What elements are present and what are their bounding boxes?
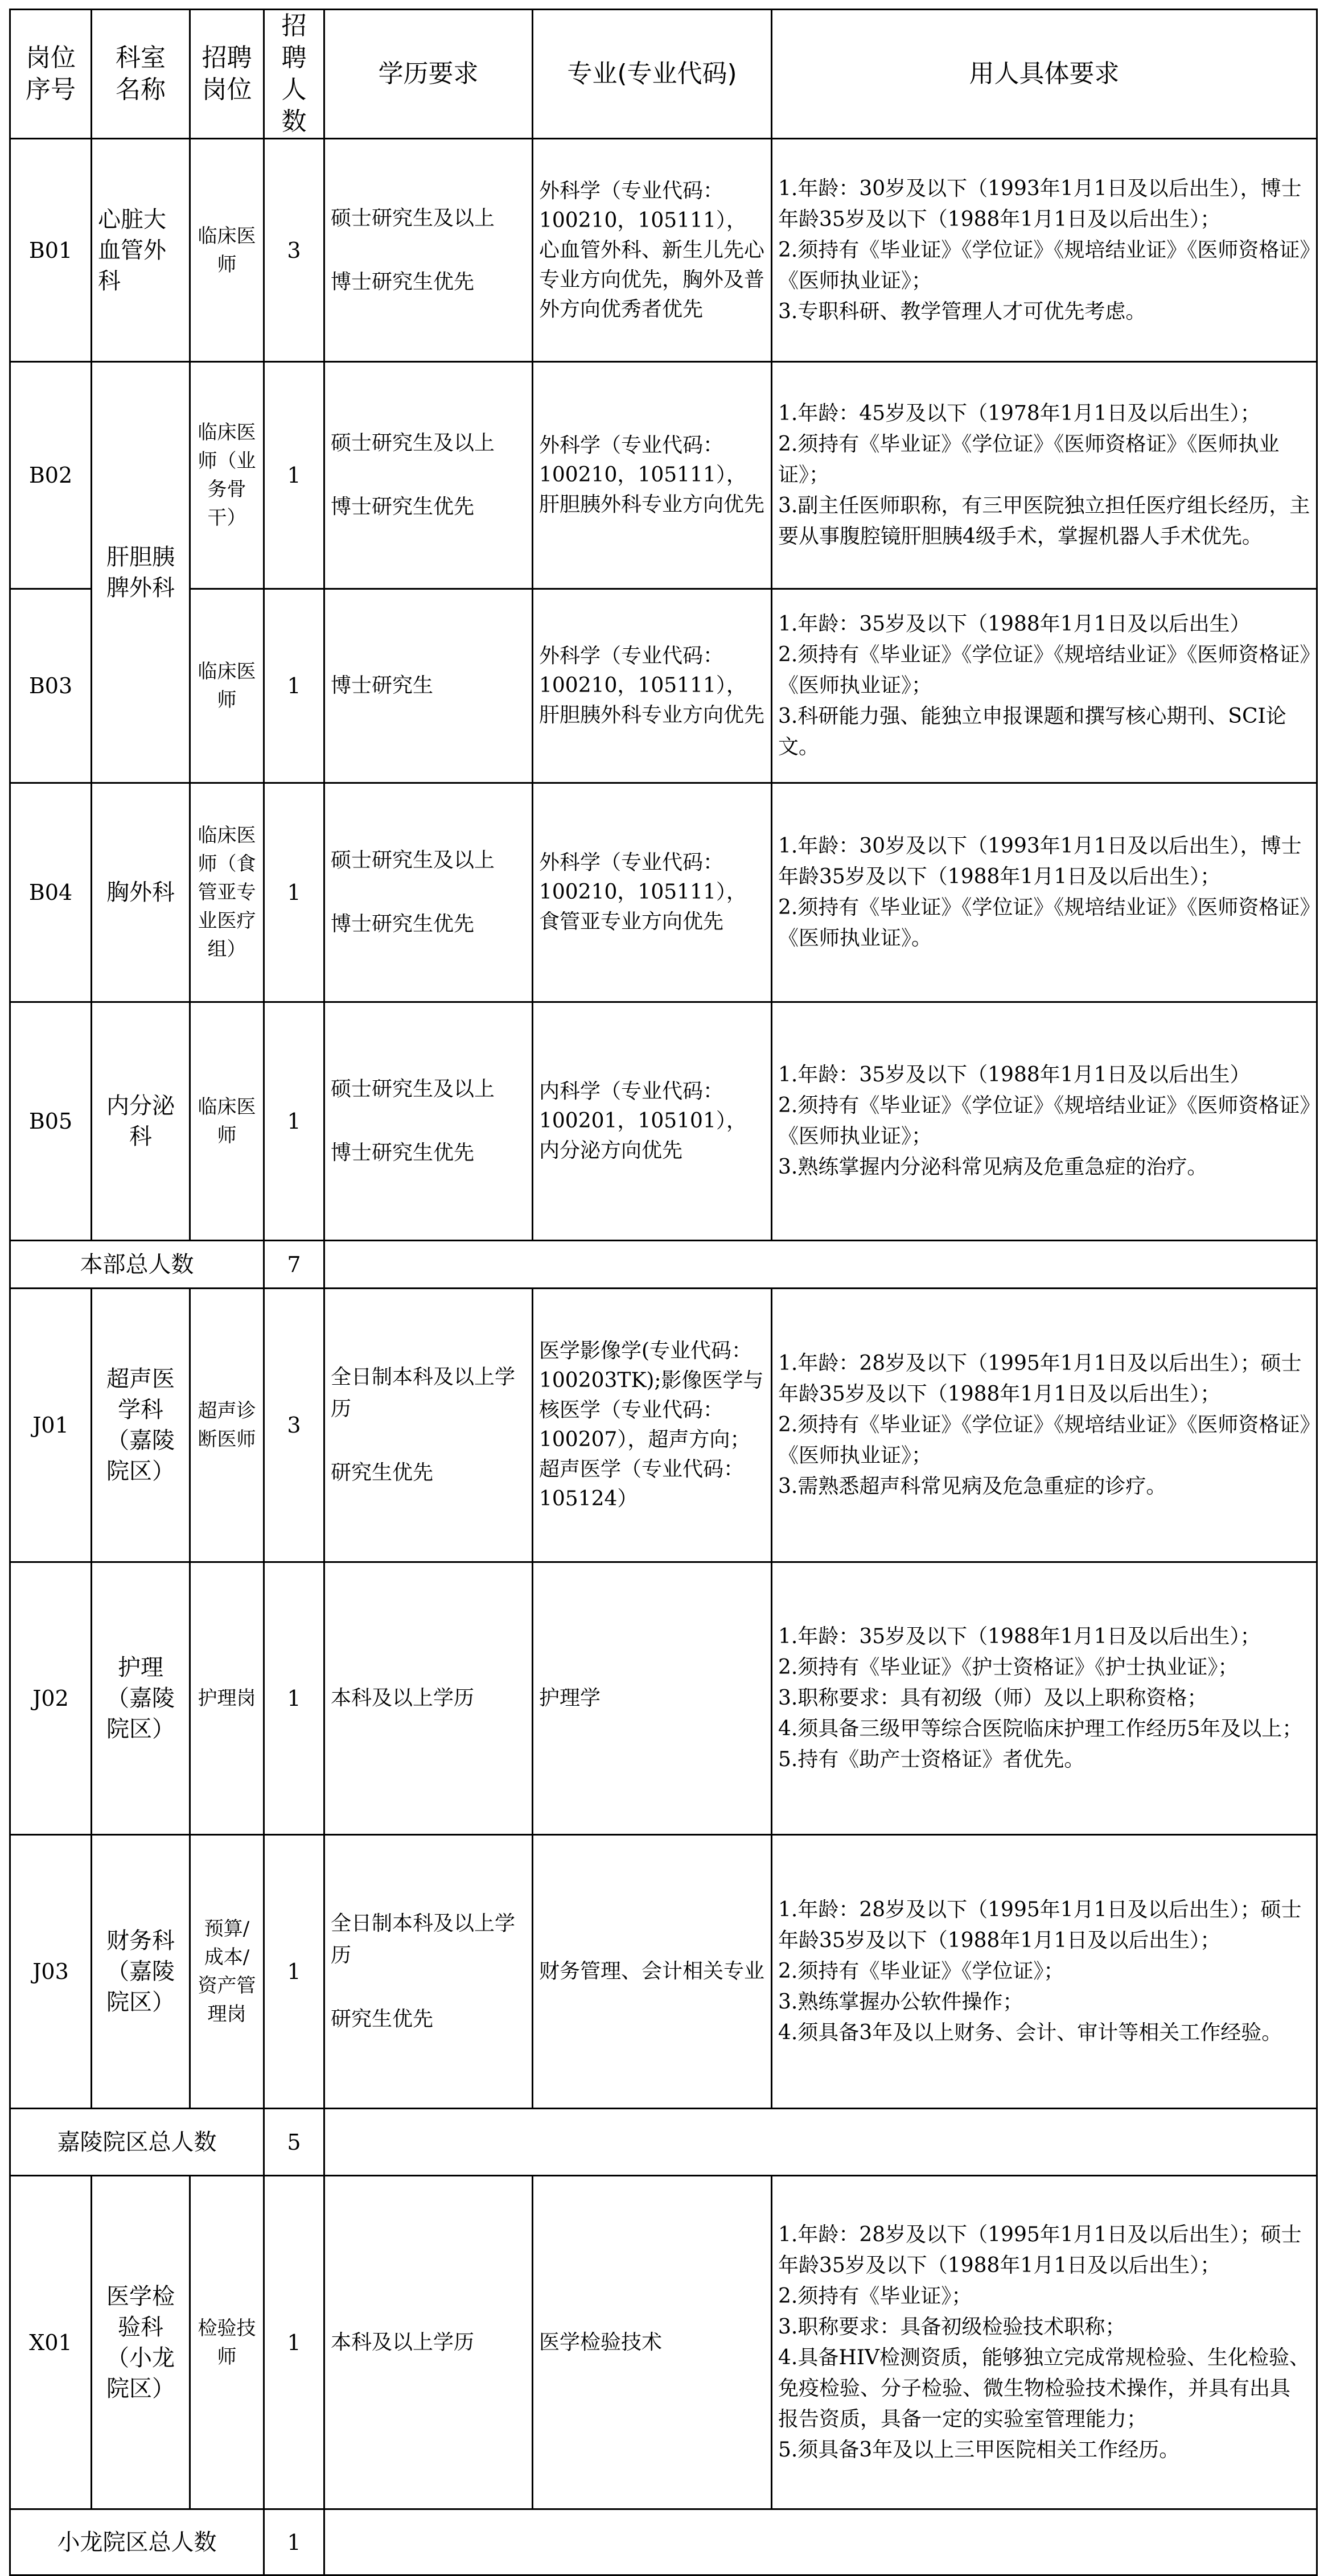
count: 1 [264, 362, 324, 589]
major: 外科学（专业代码：100210，105111），肝胆胰外科专业方向优先 [533, 362, 772, 589]
post: 临床医师 [190, 1002, 264, 1241]
subtotal-empty [324, 2109, 1317, 2176]
requirement-item: 3.专职科研、教学管理人才可优先考虑。 [778, 299, 1146, 323]
requirement-item: 2.须持有《毕业证》《学位证》《规培结业证》《医师资格证》《医师执业证》； [778, 1094, 1310, 1148]
count: 1 [264, 1002, 324, 1241]
header-count: 招聘 人数 [264, 10, 324, 139]
requirement-item: 3.需熟悉超声科常见病及危急重症的诊疗。 [778, 1475, 1167, 1498]
header-major: 专业(专业代码) [533, 10, 772, 139]
subtotal-label: 小龙院区总人数 [10, 2509, 264, 2575]
requirement-item: 3.科研能力强、能独立申报课题和撰写核心期刊、SCI论文。 [778, 705, 1286, 759]
post: 临床医师 [190, 589, 264, 783]
department: 心脏大血管外科 [92, 139, 190, 362]
department: 医学检验科（小龙院区） [92, 2176, 190, 2509]
education [324, 1835, 533, 2109]
education-line: 研究生优先 [331, 2007, 434, 2031]
table-row [10, 1002, 1317, 1241]
header-department: 科室 名称 [92, 10, 190, 139]
education [324, 1562, 533, 1835]
position-id: X01 [10, 2176, 92, 2509]
table-row [10, 1562, 1317, 1835]
education-line: 博士研究生优先 [331, 270, 475, 294]
education-line: 博士研究生优先 [331, 1141, 475, 1164]
education [324, 589, 533, 783]
requirement-item: 4.须具备3年及以上财务、会计、审计等相关工作经验。 [778, 2021, 1282, 2044]
count: 1 [264, 1835, 324, 2109]
requirements [772, 139, 1317, 362]
position-id: B01 [10, 139, 92, 362]
requirements [772, 2176, 1317, 2509]
position-id: B04 [10, 783, 92, 1002]
education [324, 1289, 533, 1562]
major: 护理学 [533, 1562, 772, 1835]
requirement-item: 3.职称要求：具备初级检验技术职称； [778, 2315, 1126, 2339]
education-line: 本科及以上学历 [331, 2330, 475, 2354]
requirement-item: 4.须具备三级甲等综合医院临床护理工作经历5年及以上； [778, 1717, 1303, 1740]
department: 护理（嘉陵院区） [92, 1562, 190, 1835]
education [324, 2176, 533, 2509]
subtotal-row [10, 2109, 1317, 2176]
requirement-item: 2.须持有《毕业证》《护士资格证》《护士执业证》； [778, 1656, 1239, 1679]
requirement-item: 3.熟练掌握办公软件操作； [778, 1990, 1023, 2014]
major: 外科学（专业代码：100210，105111），食管亚专业方向优先 [533, 783, 772, 1002]
count: 1 [264, 2176, 324, 2509]
requirement-item: 1.年龄：35岁及以下（1988年1月1日及以后出生）； [778, 1625, 1261, 1648]
requirement-item: 2.须持有《毕业证》《学位证》； [778, 1960, 1064, 1983]
requirement-item: 1.年龄：28岁及以下（1995年1月1日及以后出生）；硕士年龄35岁及以下（1988年1月1日及以后出生）； [778, 1352, 1302, 1406]
position-id: B05 [10, 1002, 92, 1241]
requirement-item: 1.年龄：35岁及以下（1988年1月1日及以后出生） [778, 612, 1251, 636]
position-id: J02 [10, 1562, 92, 1835]
requirement-item: 1.年龄：28岁及以下（1995年1月1日及以后出生）；硕士年龄35岁及以下（1988年1月1日及以后出生）； [778, 1898, 1302, 1952]
position-id: J01 [10, 1289, 92, 1562]
education-line: 硕士研究生及以上 [331, 431, 495, 455]
subtotal-label: 本部总人数 [10, 1241, 264, 1289]
requirement-item: 2.须持有《毕业证》； [778, 2284, 972, 2308]
table-row [10, 362, 1317, 589]
requirement-item: 3.职称要求：具有初级（师）及以上职称资格； [778, 1686, 1208, 1710]
subtotal-row [10, 2509, 1317, 2575]
requirement-item: 2.须持有《毕业证》《学位证》《规培结业证》《医师资格证》《医师执业证》； [778, 643, 1310, 697]
position-id: J03 [10, 1835, 92, 2109]
education [324, 362, 533, 589]
subtotal-count: 7 [264, 1241, 324, 1289]
requirement-item: 3.副主任医师职称，有三甲医院独立担任医疗组长经历，主要从事腹腔镜肝胆胰4级手术，掌握机器人手术优先。 [778, 494, 1310, 548]
count: 3 [264, 1289, 324, 1562]
header-post: 招聘 岗位 [190, 10, 264, 139]
education [324, 783, 533, 1002]
education-line: 博士研究生 [331, 674, 434, 697]
education-line: 全日制本科及以上学历 [331, 1365, 516, 1421]
header-education: 学历要求 [324, 10, 533, 139]
count: 3 [264, 139, 324, 362]
table-row [10, 589, 1317, 783]
education-line: 博士研究生优先 [331, 495, 475, 519]
post: 临床医师（食管亚专业医疗组） [190, 783, 264, 1002]
department: 胸外科 [92, 783, 190, 1002]
requirements [772, 1289, 1317, 1562]
header-row [10, 10, 1317, 139]
requirements [772, 589, 1317, 783]
education-line: 博士研究生优先 [331, 912, 475, 936]
department: 超声医学科（嘉陵院区） [92, 1289, 190, 1562]
major: 财务管理、会计相关专业 [533, 1835, 772, 2109]
requirement-item: 3.熟练掌握内分泌科常见病及危重急症的治疗。 [778, 1155, 1208, 1179]
post: 护理岗 [190, 1562, 264, 1835]
subtotal-row [10, 1241, 1317, 1289]
requirement-item: 1.年龄：45岁及以下（1978年1月1日及以后出生）； [778, 402, 1261, 425]
requirement-item: 4.具备HIV检测资质，能够独立完成常规检验、生化检验、免疫检验、分子检验、微生物检验技术操作，并具有出具报告资质，具备一定的实验室管理能力； [778, 2345, 1310, 2431]
requirement-item: 2.须持有《毕业证》《学位证》《规培结业证》《医师资格证》《医师执业证》。 [778, 896, 1310, 950]
count: 1 [264, 783, 324, 1002]
education-line: 本科及以上学历 [331, 1686, 475, 1710]
education-line: 硕士研究生及以上 [331, 1077, 495, 1101]
requirements [772, 783, 1317, 1002]
requirements [772, 362, 1317, 589]
subtotal-empty [324, 1241, 1317, 1289]
requirement-item: 2.须持有《毕业证》《学位证》《规培结业证》《医师资格证》《医师执业证》； [778, 238, 1310, 293]
department: 财务科（嘉陵院区） [92, 1835, 190, 2109]
requirement-item: 2.须持有《毕业证》《学位证》《规培结业证》《医师资格证》《医师执业证》； [778, 1413, 1310, 1467]
table-row [10, 1289, 1317, 1562]
requirement-item: 1.年龄：30岁及以下（1993年1月1日及以后出生），博士年龄35岁及以下（1988年1月1日及以后出生）； [778, 176, 1302, 231]
subtotal-empty [324, 2509, 1317, 2575]
table-row [10, 783, 1317, 1002]
position-id: B03 [10, 589, 92, 783]
requirement-item: 1.年龄：35岁及以下（1988年1月1日及以后出生） [778, 1063, 1251, 1087]
major: 内科学（专业代码：100201，105101），内分泌方向优先 [533, 1002, 772, 1241]
requirement-item: 5.持有《助产士资格证》者优先。 [778, 1748, 1085, 1771]
post: 检验技师 [190, 2176, 264, 2509]
requirements [772, 1835, 1317, 2109]
position-id: B02 [10, 362, 92, 589]
requirement-item: 2.须持有《毕业证》《学位证》《医师资格证》《医师执业证》； [778, 433, 1280, 487]
subtotal-label: 嘉陵院区总人数 [10, 2109, 264, 2176]
header-position-id: 岗位 序号 [10, 10, 92, 139]
requirements [772, 1002, 1317, 1241]
post: 超声诊断医师 [190, 1289, 264, 1562]
table-row [10, 1835, 1317, 2109]
major: 外科学（专业代码：100210，105111），肝胆胰外科专业方向优先 [533, 589, 772, 783]
requirement-item: 1.年龄：28岁及以下（1995年1月1日及以后出生）；硕士年龄35岁及以下（1988年1月1日及以后出生）； [778, 2223, 1302, 2277]
table-row [10, 2176, 1317, 2509]
subtotal-count: 1 [264, 2509, 324, 2575]
major: 医学检验技术 [533, 2176, 772, 2509]
post: 临床医师 [190, 139, 264, 362]
department: 内分泌科 [92, 1002, 190, 1241]
post: 预算/成本/资产管理岗 [190, 1835, 264, 2109]
major: 医学影像学(专业代码：100203TK);影像医学与核医学（专业代码：100207），超声方向；超声医学（专业代码：105124） [533, 1289, 772, 1562]
subtotal-count: 5 [264, 2109, 324, 2176]
department: 肝胆胰脾外科 [92, 362, 190, 783]
requirement-item: 1.年龄：30岁及以下（1993年1月1日及以后出生），博士年龄35岁及以下（1988年1月1日及以后出生）； [778, 834, 1302, 888]
post: 临床医师（业务骨干） [190, 362, 264, 589]
table-row [10, 139, 1317, 362]
education-line: 全日制本科及以上学历 [331, 1912, 516, 1967]
education-line: 研究生优先 [331, 1461, 434, 1484]
recruitment-table [9, 9, 1318, 2576]
education [324, 139, 533, 362]
header-requirements: 用人具体要求 [772, 10, 1317, 139]
major: 外科学（专业代码：100210，105111），心血管外科、新生儿先心专业方向优先，胸外及普外方向优秀者优先 [533, 139, 772, 362]
education-line: 硕士研究生及以上 [331, 206, 495, 230]
count: 1 [264, 589, 324, 783]
requirement-item: 5.须具备3年及以上三甲医院相关工作经历。 [778, 2438, 1180, 2462]
education [324, 1002, 533, 1241]
education-line: 硕士研究生及以上 [331, 849, 495, 872]
requirements [772, 1562, 1317, 1835]
count: 1 [264, 1562, 324, 1835]
